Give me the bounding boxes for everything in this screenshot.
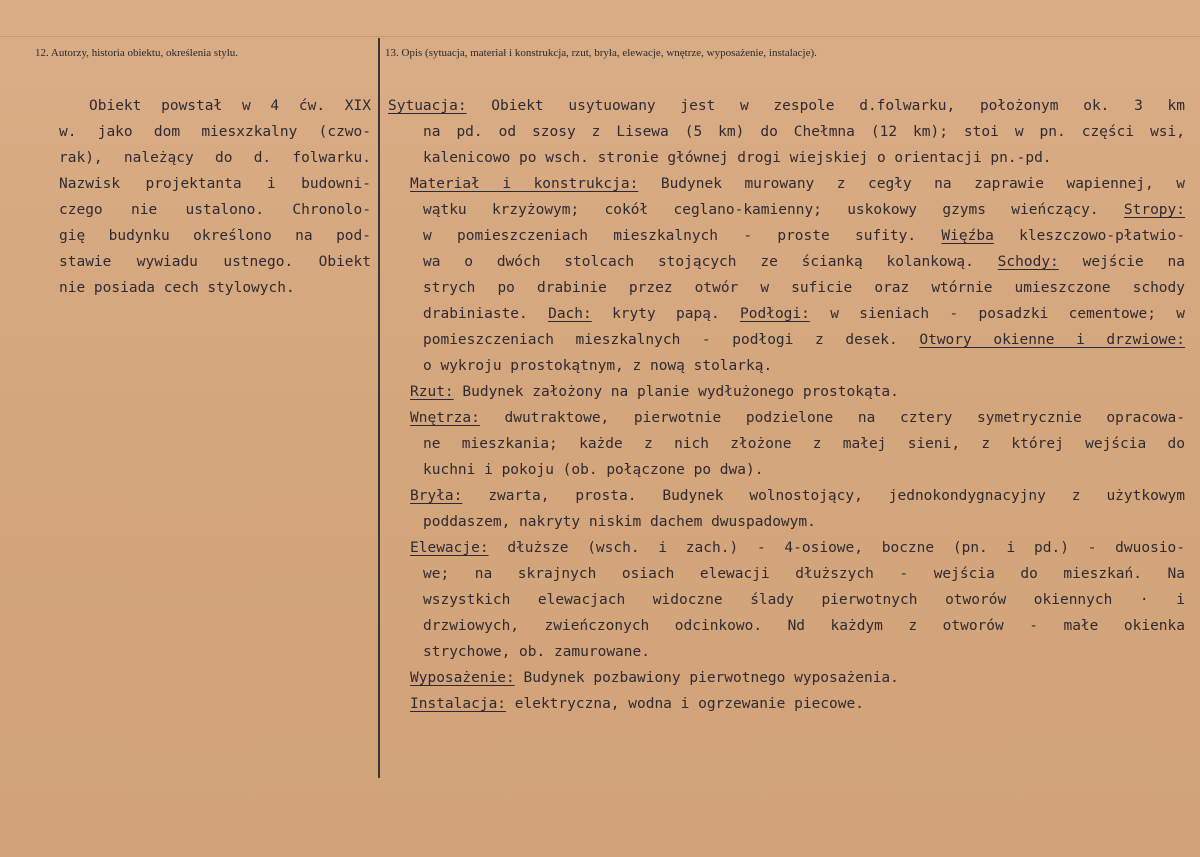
description-line: Rzut: Budynek założony na planie wydłużonego prostokąta. [410,384,899,400]
description-line: o wykroju prostokątnym, z nową stolarką. [423,358,773,374]
description-line: Instalacja: elektryczna, wodna i ogrzewanie piecowe. [410,696,864,712]
top-rule [0,36,1200,37]
history-line: Obiekt powstał w 4 ćw. XIX [89,98,371,114]
section-13-header: 13. Opis (sytuacja, materiał i konstrukcja, rzut, bryła, elewacje, wnętrze, wyposażenie, instalacje). [385,47,817,59]
wyposazenie-label: Wyposażenie: [410,670,515,686]
description-line: Wnętrza: dwutraktowe, pierwotnie podzielone na cztery symetrycznie opracowa- [410,410,1185,426]
sytuacja-label: Sytuacja: [388,98,467,114]
description-line: pomieszczeniach mieszkalnych - podłogi z desek. Otwory okienne i drzwiowe: [423,332,1185,348]
history-line: Nazwisk projektanta i budowni- [59,176,371,192]
dach-label: Dach: [548,306,592,322]
description-line: kuchni i pokoju (ob. połączone po dwa). [423,462,764,478]
elewacje-label: Elewacje: [410,540,489,556]
podlogi-label: Podłogi: [740,306,810,322]
stropy-label: Stropy: [1123,202,1185,218]
bryla-label: Bryła: [410,488,463,504]
rzut-label: Rzut: [410,384,454,400]
schody-label: Schody: [997,254,1059,270]
description-line: drzwiowych, zwieńczonych odcinkowo. Nd każdym z otworów - małe okienka [423,618,1185,634]
description-line: kalenicowo po wsch. stronie głównej drogi wiejskiej o orientacji pn.-pd. [423,150,1052,166]
instalacja-label: Instalacja: [410,696,507,712]
history-line: stawie wywiadu ustnego. Obiekt [59,254,371,270]
history-line: rak), należący do d. folwarku. [59,150,371,166]
description-line: strychowe, ob. zamurowane. [423,644,650,660]
history-line: czego nie ustalono. Chronolo- [59,202,371,218]
description-line: wątku krzyżowym; cokół ceglano-kamienny; uskokowy gzyms wieńczący. Stropy: [423,202,1185,218]
history-line: nie posiada cech stylowych. [59,280,295,296]
material-label: Materiał i konstrukcja: [410,176,639,192]
history-text [59,93,371,301]
history-line: w. jako dom miesxzkalny (czwo- [59,124,371,140]
wiezba-label: Więźba [941,228,994,244]
description-line: na pd. od szosy z Lisewa (5 km) do Chełmna (12 km); stoi w pn. części wsi, [423,124,1185,140]
description-line: Wyposażenie: Budynek pozbawiony pierwotnego wyposażenia. [410,670,899,686]
description-line: Elewacje: dłuższe (wsch. i zach.) - 4-osiowe, boczne (pn. i pd.) - dwuosio- [410,540,1186,556]
history-line: gię budynku określono na pod- [59,228,371,244]
description-line: wa o dwóch stolcach stojących ze ścianką kolankową. Schody: wejście na [423,254,1185,270]
section-12-header: 12. Autorzy, historia obiektu, określenia stylu. [35,47,239,59]
wnetrza-label: Wnętrza: [410,410,480,426]
description-line: ne mieszkania; każde z nich złożone z małej sieni, z której wejścia do [423,436,1185,452]
description-line: Bryła: zwarta, prosta. Budynek wolnostojący, jednokondygnacyjny z użytkowym [410,488,1186,504]
description-line: w pomieszczeniach mieszkalnych - proste sufity. Więźba kleszczowo-płatwio- [423,228,1185,244]
otwory-label: Otwory okienne i drzwiowe: [919,332,1185,348]
description-line: we; na skrajnych osiach elewacji dłuższych - wejścia do mieszkań. Na [423,566,1185,582]
description-text [388,93,1185,717]
description-line: wszystkich elewacjach widoczne ślady pierwotnych otworów okiennych · i [423,592,1185,608]
description-line: drabiniaste. Dach: kryty papą. Podłogi: w sieniach - posadzki cementowe; w [423,306,1185,322]
description-line: Materiał i konstrukcja: Budynek murowany z cegły na zaprawie wapiennej, w [410,176,1185,192]
description-line: poddaszem, nakryty niskim dachem dwuspadowym. [423,514,816,530]
column-divider [378,38,380,778]
description-line: Sytuacja: Obiekt usytuowany jest w zespole d.folwarku, położonym ok. 3 km [388,98,1185,114]
description-line: strych po drabinie przez otwór w suficie oraz wtórnie umieszczone schody [423,280,1185,296]
